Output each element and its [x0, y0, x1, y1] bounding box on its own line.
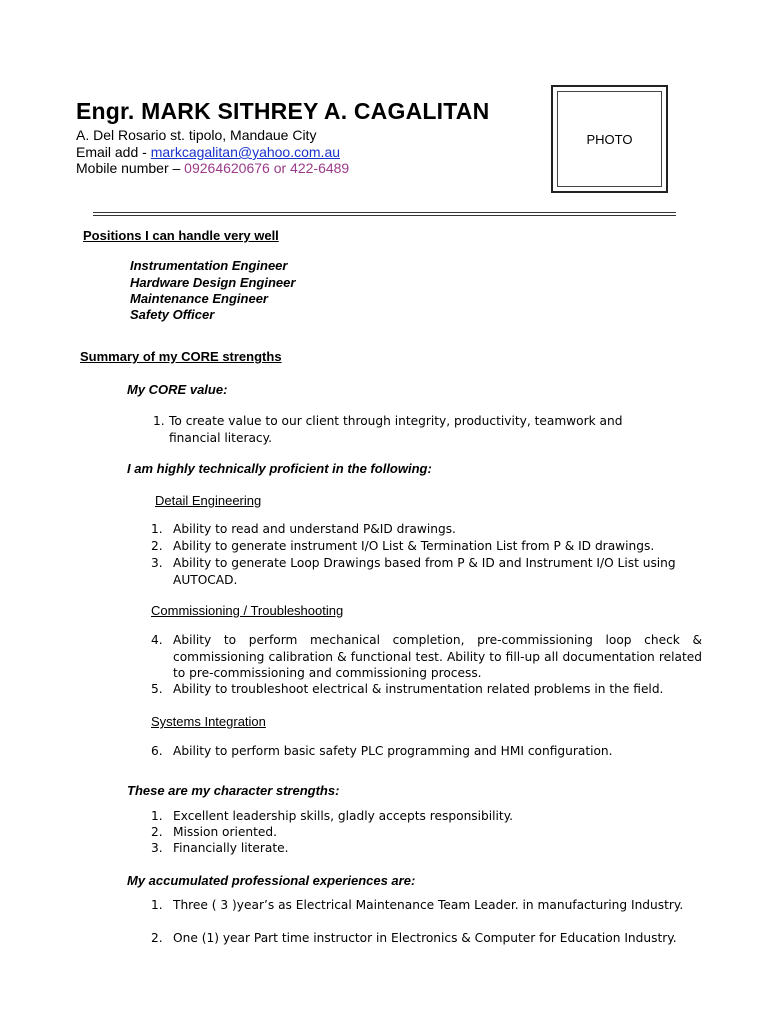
email-link[interactable]: markcagalitan@yahoo.com.au	[150, 144, 341, 160]
list-text: Ability to read and understand P&ID drawings.	[173, 522, 456, 536]
email-label: Email add -	[76, 144, 151, 160]
mobile-label: Mobile number –	[76, 160, 185, 176]
address-line: A. Del Rosario st. tipolo, Mandaue City	[76, 127, 317, 143]
experience-title: My accumulated professional experiences are:	[127, 873, 416, 888]
positions-title: Positions I can handle very well	[83, 228, 279, 243]
proficient-title: I am highly technically proficient in the following:	[127, 461, 432, 476]
position-item: Instrumentation Engineer	[130, 258, 288, 273]
list-text: Ability to generate Loop Drawings based from P & ID and Instrument I/O List using AUTOCAD.	[173, 556, 676, 587]
list-number: 2.	[151, 539, 163, 553]
photo-label: PHOTO	[557, 91, 662, 187]
list-text: Excellent leadership skills, gladly accepts responsibility.	[173, 809, 514, 823]
core-value-title: My CORE value:	[127, 382, 228, 397]
character-title: These are my character strengths:	[127, 783, 340, 798]
list-item	[151, 840, 711, 857]
detail-engineering-title: Detail Engineering	[155, 493, 262, 508]
mobile-line	[76, 160, 349, 177]
list-number: 2.	[151, 931, 163, 945]
list-item	[151, 930, 711, 964]
list-text: One (1) year Part time instructor in Electronics & Computer for Education Industry.	[173, 931, 677, 945]
mobile-number: 09264620676 or 422-6489	[184, 160, 350, 176]
systems-integration-title: Systems Integration	[151, 714, 266, 729]
list-text: Ability to perform mechanical completion, pre-commissioning loop check & commissioning calibration & functional test. Ability to fill-up all documentation related to pre-commissioning and commissioning process.	[173, 633, 702, 680]
list-text: Financially literate.	[173, 841, 289, 855]
list-item	[151, 538, 711, 555]
list-text: To create value to our client through integrity, productivity, teamwork and financial literacy.	[169, 414, 623, 445]
list-text: Ability to generate instrument I/O List & Termination List from P & ID drawings.	[173, 539, 655, 553]
photo-placeholder	[551, 85, 668, 193]
summary-title: Summary of my CORE strengths	[80, 349, 282, 364]
position-item: Hardware Design Engineer	[130, 275, 296, 290]
email-line	[76, 144, 340, 161]
list-number: 2.	[151, 825, 163, 839]
header-divider-bottom	[93, 215, 676, 216]
position-item: Maintenance Engineer	[130, 291, 268, 306]
list-item	[151, 521, 711, 538]
list-item	[151, 824, 711, 841]
list-item	[151, 555, 711, 589]
list-number: 6.	[151, 744, 163, 758]
commissioning-title: Commissioning / Troubleshooting	[151, 603, 344, 618]
list-item	[151, 743, 711, 760]
list-text: Three ( 3 )year’s as Electrical Maintenance Team Leader. in manufacturing Industry.	[173, 898, 684, 912]
list-item	[151, 681, 711, 698]
list-number: 4.	[151, 633, 163, 647]
list-number: 1.	[151, 809, 163, 823]
list-item	[153, 413, 673, 447]
list-text: Ability to troubleshoot electrical & instrumentation related problems in the field.	[173, 682, 664, 696]
header-divider-top	[93, 212, 676, 213]
list-number: 5.	[151, 682, 163, 696]
list-item	[151, 808, 711, 825]
list-item	[151, 632, 711, 682]
list-number: 1.	[151, 898, 163, 912]
list-number: 1.	[151, 522, 163, 536]
resume-name: Engr. MARK SITHREY A. CAGALITAN	[76, 98, 490, 124]
list-text: Ability to perform basic safety PLC programming and HMI configuration.	[173, 744, 613, 758]
list-number: 1.	[153, 414, 165, 428]
list-text: Mission oriented.	[173, 825, 278, 839]
position-item: Safety Officer	[130, 307, 215, 322]
list-number: 3.	[151, 556, 163, 570]
list-item	[151, 897, 711, 931]
list-number: 3.	[151, 841, 163, 855]
